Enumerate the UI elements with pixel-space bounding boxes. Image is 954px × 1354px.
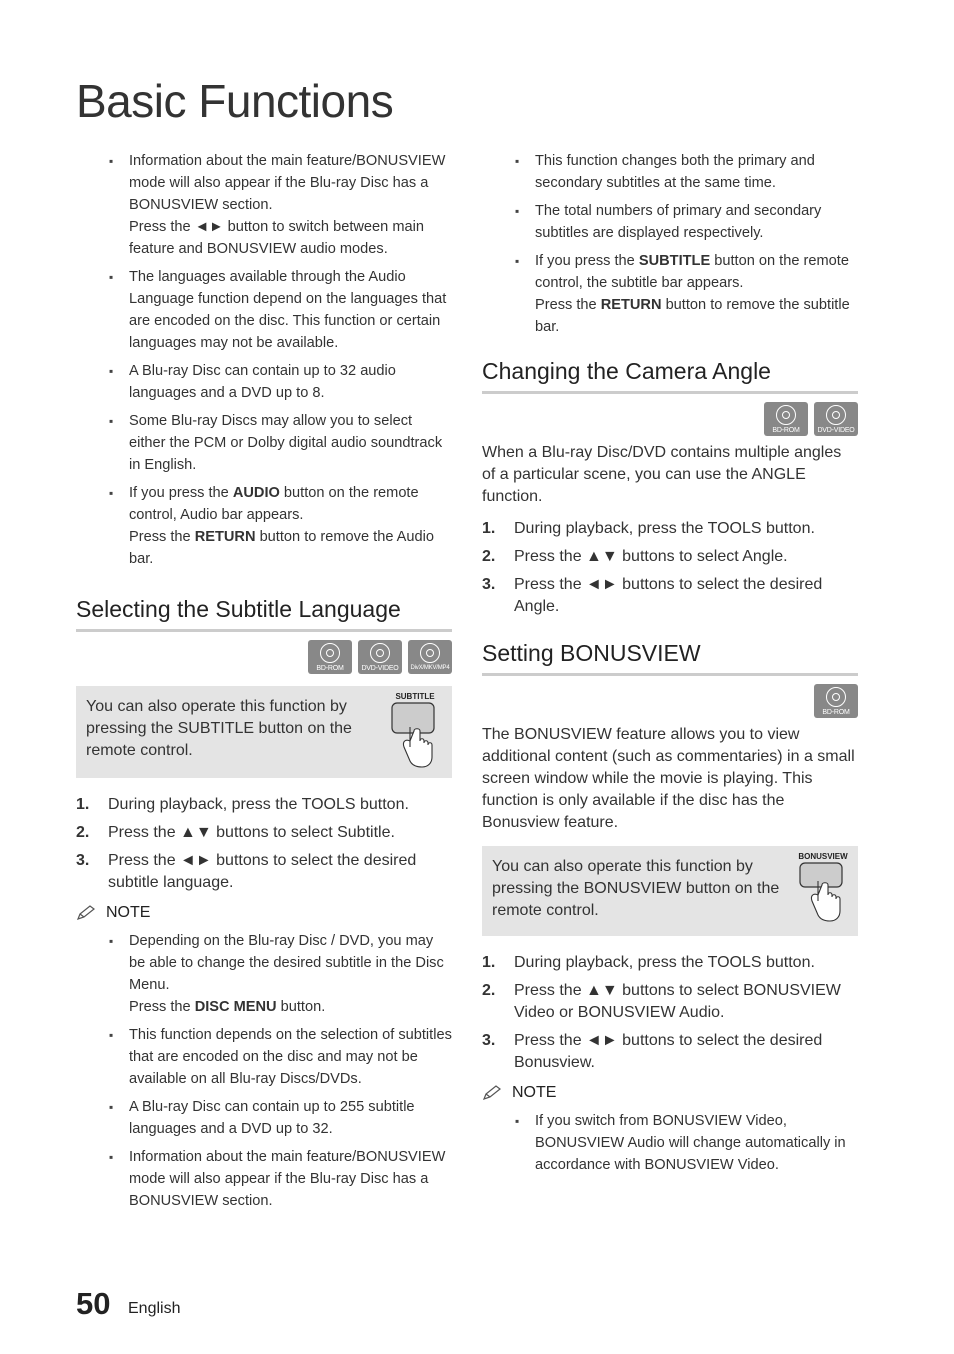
step-item: 3. Press the ◄► buttons to select the desired subtitle language. <box>76 852 417 891</box>
list-item <box>76 1024 452 1090</box>
section-title-bonusview: Setting BONUSVIEW <box>482 640 858 676</box>
note-text: Information about the main feature/BONUSVIEW mode will also appear if the Blu-ray Disc has a BONUSVIEW section. <box>129 1149 446 1209</box>
step-item: 3. Press the ◄► buttons to select the desired Bonusview. <box>482 1032 823 1071</box>
page-number: 50 <box>76 1286 111 1321</box>
note-heading <box>76 904 452 922</box>
bd-rom-icon: BD-ROM <box>764 402 808 436</box>
step-item: 2. Press the ▲▼ buttons to select Angle. <box>482 548 788 565</box>
list-item <box>482 1110 858 1176</box>
step-item: 1. During playback, press the TOOLS button. <box>76 796 409 813</box>
note-label: NOTE <box>512 1084 557 1101</box>
list-item <box>76 410 452 476</box>
step-item: 3. Press the ◄► buttons to select the desired Angle. <box>482 576 823 615</box>
list-item <box>76 150 452 260</box>
list-item <box>76 1146 452 1212</box>
note-text: This function depends on the selection of subtitles that are encoded on the disc and may not be available on all Blu-ray Discs/DVDs. <box>129 1027 452 1087</box>
list-item: ▪ If you press the SUBTITLE button on the remote control, the subtitle bar appears. Press the RETURN button to remove the subtitle bar. <box>482 250 858 338</box>
note-text: Depending on the Blu-ray Disc / DVD, you may be able to change the desired subtitle in the Disc Menu. <box>129 933 444 993</box>
audio-notes-list <box>76 150 452 570</box>
subtitle-notes-list <box>76 930 452 1212</box>
note-heading <box>482 1084 858 1102</box>
pencil-icon <box>482 1085 502 1101</box>
bullet-text: button on the remote control, Audio bar appears. <box>129 485 419 523</box>
section-title-angle: Changing the Camera Angle <box>482 358 858 394</box>
note-label: NOTE <box>106 904 151 921</box>
disc-icons <box>482 684 858 718</box>
hand-press-icon <box>388 701 442 771</box>
angle-description: When a Blu-ray Disc/DVD contains multiple angles of a particular scene, you can use the ANGLE function. <box>482 444 842 505</box>
tip-box <box>76 686 452 778</box>
tip-text: button on the remote control. <box>86 720 352 759</box>
dvd-video-icon: DVD-VIDEO <box>358 640 402 674</box>
bd-rom-icon: BD-ROM <box>308 640 352 674</box>
key-audio: AUDIO <box>232 485 280 501</box>
key-subtitle: SUBTITLE <box>638 253 711 269</box>
bullet-text: A Blu-ray Disc can contain up to 32 audio languages and a DVD up to 8. <box>129 363 396 401</box>
note-text: A Blu-ray Disc can contain up to 255 subtitle languages and a DVD up to 32. <box>129 1099 415 1137</box>
step-item: 2. Press the ▲▼ buttons to select BONUSVIEW Video or BONUSVIEW Audio. <box>482 982 841 1021</box>
key-return: RETURN <box>194 529 256 545</box>
page-language: English <box>128 1300 181 1317</box>
bullet-text: This function changes both the primary and secondary subtitles at the same time. <box>535 153 815 191</box>
bullet-text: Press the <box>129 529 195 545</box>
tip-key: BONUSVIEW <box>583 880 682 897</box>
key-disc-menu: DISC MENU <box>194 999 277 1015</box>
bonusview-notes-list <box>482 1110 858 1176</box>
dvd-video-icon: DVD-VIDEO <box>814 402 858 436</box>
note-text: If you switch from BONUSVIEW Video, BONUSVIEW Audio will change automatically in accordance with BONUSVIEW Video. <box>535 1113 846 1173</box>
step-item: 2. Press the ▲▼ buttons to select Subtitle. <box>76 824 395 841</box>
bullet-text: The total numbers of primary and secondary subtitles are displayed respectively. <box>535 203 822 241</box>
bullet-text: Some Blu-ray Discs may allow you to select either the PCM or Dolby digital audio soundtrack in English. <box>129 413 443 473</box>
divx-mkv-mp4-icon: DivX/MKV/MP4 <box>408 640 452 674</box>
disc-icons <box>482 402 858 436</box>
remote-label: SUBTITLE <box>395 692 435 701</box>
bd-rom-icon: BD-ROM <box>814 684 858 718</box>
right-column <box>482 150 858 1182</box>
hand-press-icon <box>796 861 850 931</box>
step-item: 1. During playback, press the TOOLS button. <box>482 954 815 971</box>
bullet-text: The languages available through the Audio Language function depend on the languages that are encoded on the disc. This function or certain languages may not be available. <box>129 269 447 351</box>
step-item: 1. During playback, press the TOOLS button. <box>482 520 815 537</box>
disc-icons <box>76 640 452 674</box>
subtitle-info-list <box>482 150 858 338</box>
list-item: ▪ Depending on the Blu-ray Disc / DVD, you may be able to change the desired subtitle in the Disc Menu. Press the DISC MENU button. <box>76 930 452 1018</box>
page-title: Basic Functions <box>76 75 394 127</box>
tip-text: You can also operate this function by pressing the <box>86 698 347 737</box>
section-title-subtitle: Selecting the Subtitle Language <box>76 596 452 632</box>
bullet-continuation: Press the ◄► button to switch between main feature and BONUSVIEW audio modes. <box>129 219 424 257</box>
list-item <box>482 200 858 244</box>
remote-label: BONUSVIEW <box>798 852 848 861</box>
bullet-text: If you press the <box>129 485 233 501</box>
subtitle-steps <box>76 794 452 894</box>
list-item <box>76 1096 452 1140</box>
list-item <box>76 266 452 354</box>
bonusview-steps <box>482 952 858 1074</box>
remote-button-illustration <box>796 852 850 932</box>
list-item <box>76 360 452 404</box>
bullet-text: button to remove the Audio bar. <box>129 529 435 567</box>
bullet-text: Information about the main feature/BONUSVIEW mode will also appear if the Blu-ray Disc has a BONUSVIEW section. <box>129 153 446 213</box>
key-return: RETURN <box>600 297 662 313</box>
angle-steps <box>482 518 858 618</box>
tip-key: SUBTITLE <box>177 720 255 737</box>
tip-box: You can also operate this function by pressing the BONUSVIEW button on the remote control. BONUSVIEW <box>482 846 858 936</box>
pencil-icon <box>76 905 96 921</box>
remote-button-illustration <box>388 692 442 772</box>
left-column <box>76 150 452 1218</box>
list-item <box>76 482 452 570</box>
list-item <box>482 150 858 194</box>
bonusview-description: The BONUSVIEW feature allows you to view additional content (such as commentaries) in a small screen window while the movie is playing. This function is only available if the disc has the Bonusview feature. <box>482 726 855 831</box>
